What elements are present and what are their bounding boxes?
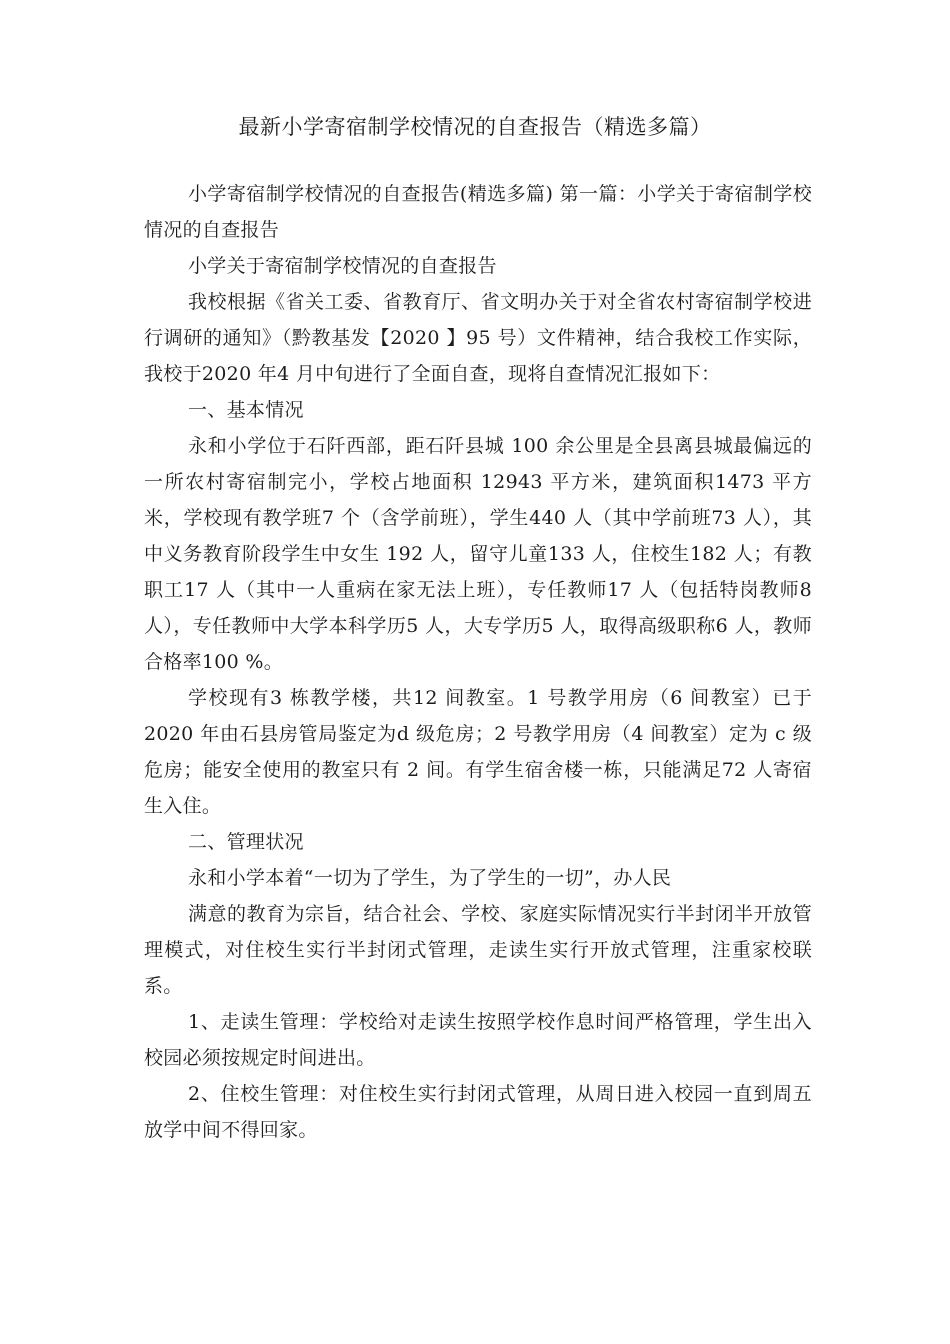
paragraph-intro: 小学寄宿制学校情况的自查报告(精选多篇) 第一篇：小学关于寄宿制学校情况的自查报告 <box>144 183 812 241</box>
paragraph-buildings: 学校现有3 栋教学楼，共12 间教室。1 号教学用房（6 间教室）已于2020 年由石县房管局鉴定为d 级危房；2 号教学用房（4 间教室）定为 c 级危房；能安全使用的教室只有 2 间。有学生宿舍楼一栋，只能满足72 人寄宿生入住。 <box>144 687 812 817</box>
paragraph-motto: 永和小学本着“一切为了学生，为了学生的一切”，办人民 <box>188 867 672 889</box>
paragraph-boarding-students: 2、住校生管理：对住校生实行封闭式管理，从周日进入校园一直到周五放学中间不得回家。 <box>144 1083 812 1141</box>
paragraph-basis: 我校根据《省关工委、省教育厅、省文明办关于对全省农村寄宿制学校进行调研的通知》（黔教基发【2020 】95 号）文件精神，结合我校工作实际，我校于2020 年4 月中旬进行了全面自查，现将自查情况汇报如下： <box>144 291 812 385</box>
paragraph-management-mode: 满意的教育为宗旨，结合社会、学校、家庭实际情况实行半封闭半开放管理模式，对住校生实行半封闭式管理，走读生实行开放式管理，注重家校联系。 <box>144 903 812 997</box>
section-heading-basic: 一、基本情况 <box>188 399 304 421</box>
paragraph-day-students: 1、走读生管理：学校给对走读生按照学校作息时间严格管理，学生出入校园必须按规定时间进出。 <box>144 1011 812 1069</box>
document-body <box>144 176 812 1148</box>
section-heading-management: 二、管理状况 <box>188 831 304 853</box>
paragraph-subtitle: 小学关于寄宿制学校情况的自查报告 <box>188 255 497 277</box>
document-title: 最新小学寄宿制学校情况的自查报告（精选多篇） <box>238 115 712 139</box>
paragraph-school-overview: 永和小学位于石阡西部，距石阡县城 100 余公里是全县离县城最偏远的一所农村寄宿制完小，学校占地面积 12943 平方米，建筑面积1473 平方米，学校现有教学班7 个（含学前班），学生440 人（其中学前班73 人），其中义务教育阶段学生中女生 192 人，留守儿童133 人，住校生182 人；有教职工17 人（其中一人重病在家无法上班），专任教师17 人（包括特岗教师8 人），专任教师中大学本科学历5 人，大专学历5 人，取得高级职称6 人，教师合格率100 %。 <box>144 435 812 673</box>
